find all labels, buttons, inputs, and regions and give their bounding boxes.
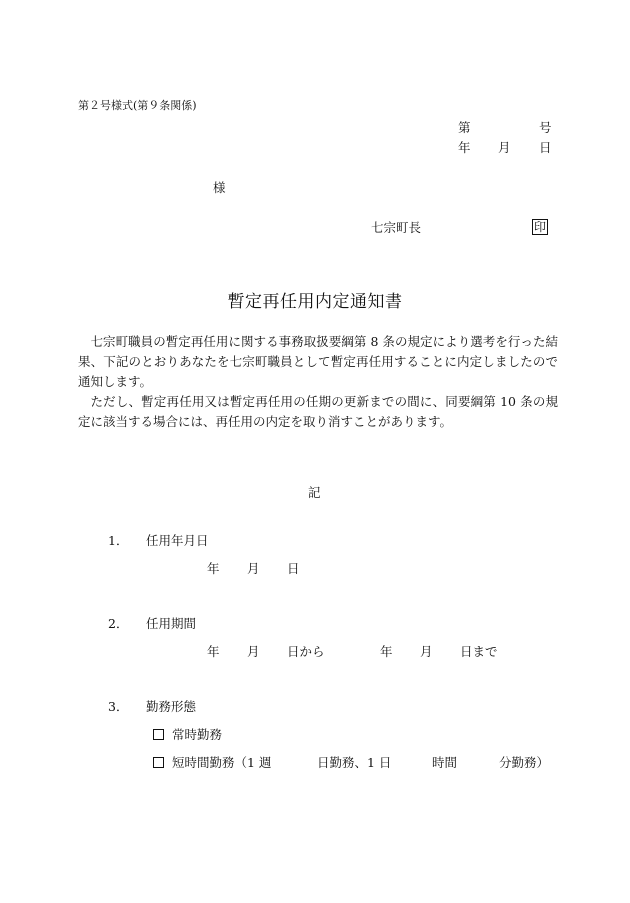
item2-to-day: 日まで (460, 644, 498, 659)
item3-label: 勤務形態 (146, 699, 197, 714)
item2-to-year: 年 (380, 644, 393, 659)
seal-mark (532, 216, 548, 235)
date-month: 月 (498, 140, 511, 155)
item2-to-month: 月 (420, 644, 433, 659)
item1-year: 年 (207, 561, 220, 576)
item2-from-month: 月 (247, 644, 260, 659)
item2-from-day: 日から (287, 644, 325, 659)
number-prefix: 第 (458, 120, 471, 135)
ki-heading: 記 (308, 485, 321, 500)
form-label: 第２号様式(第９条関係) (78, 99, 197, 112)
date-day: 日 (539, 140, 552, 155)
option-parttime (153, 753, 271, 771)
fulltime-checkbox[interactable] (153, 729, 164, 740)
item1-month: 月 (247, 561, 260, 576)
date-year: 年 (458, 140, 471, 155)
document-title: 暫定再任用内定通知書 (227, 292, 403, 312)
item1-day: 日 (287, 561, 300, 576)
parttime-checkbox[interactable] (153, 757, 164, 768)
parttime-hours: 時間 (432, 755, 458, 770)
parttime-days: 日勤務、1 日 (317, 755, 392, 770)
item1-number: 1． (108, 533, 129, 548)
seal-text: 印 (534, 220, 547, 234)
parttime-prefix: 短時間勤務（1 週 (172, 755, 272, 770)
item2-number: 2． (108, 616, 129, 631)
item2-label: 任用期間 (146, 616, 197, 631)
parttime-minutes: 分勤務） (499, 755, 550, 770)
addressee-suffix: 様 (213, 180, 226, 195)
body-text (78, 332, 558, 432)
number-suffix: 号 (539, 120, 552, 135)
item2-from-year: 年 (207, 644, 220, 659)
body-paragraph-1: 七宗町職員の暫定再任用に関する事務取扱要綱第 8 条の規定により選考を行った結果、下記のとおりあなたを七宗町職員として暫定再任用することに内定しましたので通知します。 (78, 334, 558, 389)
fulltime-label: 常時勤務 (172, 727, 223, 742)
issuer-name: 七宗町長 (371, 220, 422, 235)
item3-number: 3． (108, 699, 129, 714)
item1-label: 任用年月日 (146, 533, 209, 548)
option-fulltime (153, 725, 222, 743)
body-paragraph-2: ただし、暫定再任用又は暫定再任用の任期の更新までの間に、同要綱第 10 条の規定に該当する場合には、再任用の内定を取り消すことがあります。 (78, 394, 558, 429)
